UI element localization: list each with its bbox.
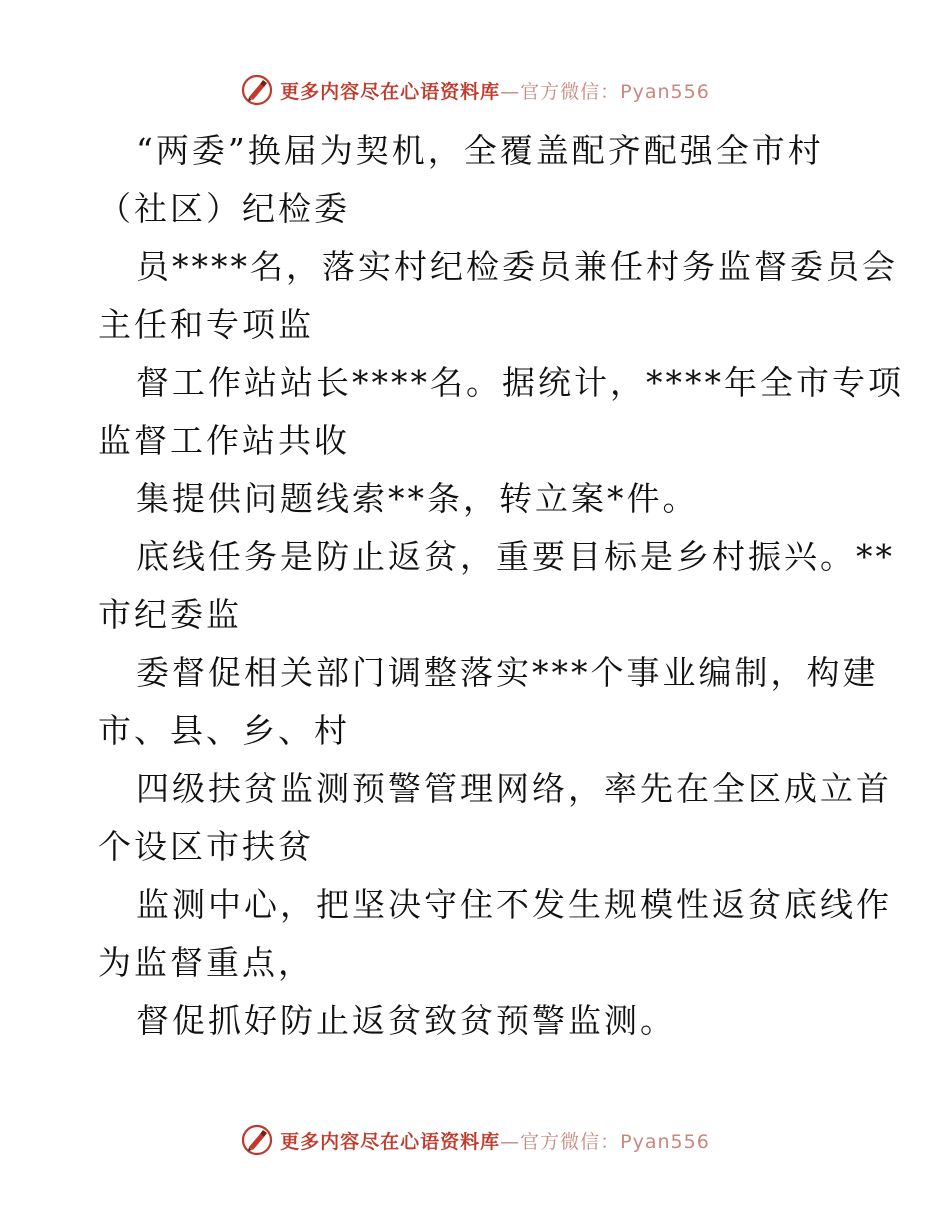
text-line: 为监督重点， xyxy=(98,943,314,982)
text-line: 监督工作站共收 xyxy=(98,421,350,460)
banner-contact: 官方微信：Pyan556 xyxy=(520,1130,710,1153)
text-line: 员****名，落实村纪检委员兼任村务监督委员会 xyxy=(136,247,898,286)
banner-text xyxy=(280,1127,710,1154)
text-line: “两委”换届为契机，全覆盖配齐配强全市村 xyxy=(136,131,824,170)
footer-banner xyxy=(0,1120,950,1160)
text-line: 个设区市扶贫 xyxy=(98,827,314,866)
text-line: 市纪委监 xyxy=(98,595,242,634)
pen-logo-icon xyxy=(240,1123,274,1157)
text-line: （社区）纪检委 xyxy=(98,189,350,228)
banner-separator: — xyxy=(500,1130,521,1153)
text-line: 督促抓好防止返贫致贫预警监测。 xyxy=(136,1001,676,1040)
document-body xyxy=(98,122,904,1050)
banner-site-name: 更多内容尽在心语资料库 xyxy=(280,1130,501,1153)
text-line: 市、县、乡、村 xyxy=(98,711,350,750)
text-line: 委督促相关部门调整落实***个事业编制，构建 xyxy=(136,653,879,692)
header-banner xyxy=(0,70,950,110)
banner-contact: 官方微信：Pyan556 xyxy=(520,80,710,103)
banner-site-name: 更多内容尽在心语资料库 xyxy=(280,80,501,103)
text-line: 底线任务是防止返贫，重要目标是乡村振兴。** xyxy=(136,537,895,576)
pen-logo-icon xyxy=(240,73,274,107)
text-line: 主任和专项监 xyxy=(98,305,314,344)
text-line: 监测中心，把坚决守住不发生规模性返贫底线作 xyxy=(136,885,892,924)
text-line: 四级扶贫监测预警管理网络，率先在全区成立首 xyxy=(136,769,892,808)
text-line: 督工作站站长****名。据统计，****年全市专项 xyxy=(136,363,904,402)
text-line: 集提供问题线索**条，转立案*件。 xyxy=(136,479,699,518)
banner-text xyxy=(280,77,710,104)
banner-separator: — xyxy=(500,80,521,103)
